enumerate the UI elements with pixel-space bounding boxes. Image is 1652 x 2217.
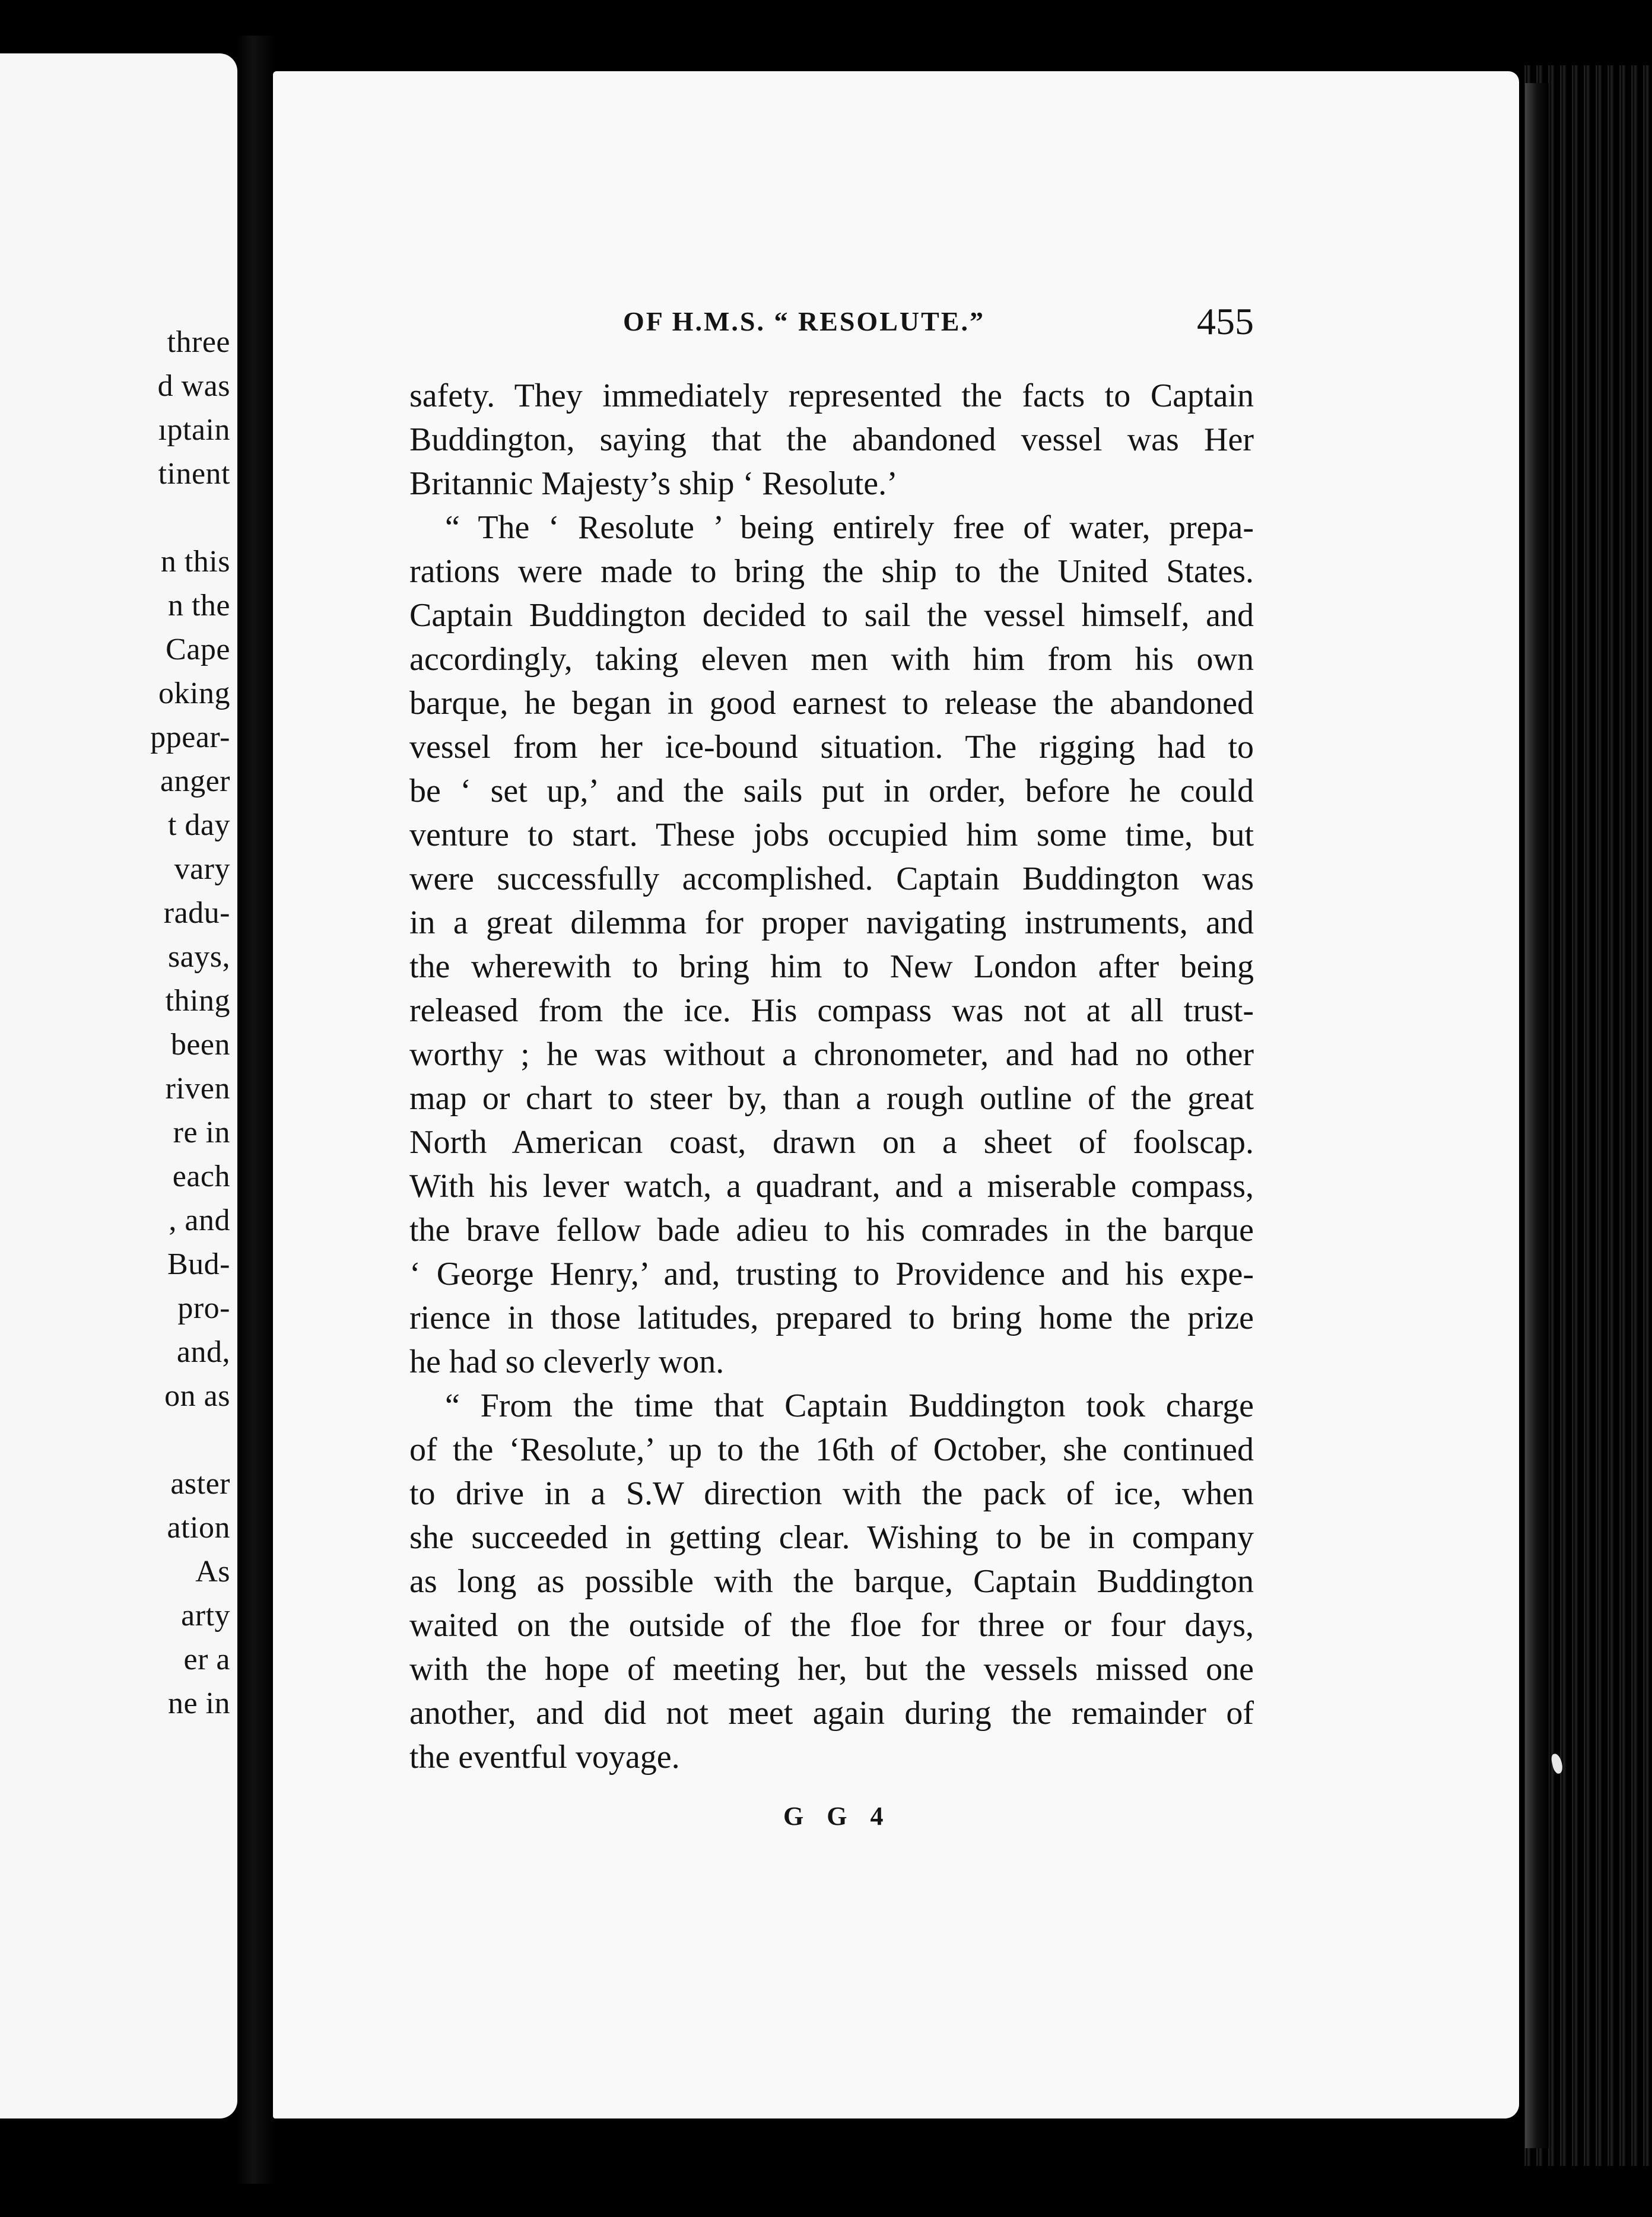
- left-page: [0, 53, 237, 2118]
- text-line: of the ‘Resolute,’ up to the 16th of October, she continued: [409, 1431, 1254, 1468]
- text-line: “ From the time that Captain Buddington took charge: [445, 1387, 1254, 1424]
- paragraph: [409, 1384, 1254, 1779]
- text-line: waited on the outside of the floe for three or four days,: [409, 1607, 1254, 1644]
- text-line: worthy ; he was without a chronometer, and had no other: [409, 1036, 1254, 1073]
- left-page-line: tinent: [158, 457, 230, 491]
- text-line: were successfully accomplished. Captain Buddington was: [409, 860, 1254, 897]
- text-line: rience in those latitudes, prepared to bring home the prize: [409, 1300, 1254, 1336]
- left-page-line: t day: [167, 808, 230, 842]
- signature-mark: G G 4: [783, 1802, 892, 1831]
- text-line: the wherewith to bring him to New London after being: [409, 948, 1254, 985]
- text-line: the eventful voyage.: [409, 1739, 680, 1775]
- text-line: North American coast, drawn on a sheet of foolscap.: [409, 1124, 1254, 1161]
- left-page-line: been: [170, 1028, 230, 1062]
- text-line: in a great dilemma for proper navigating instruments, and: [409, 904, 1254, 941]
- left-page-line: anger: [160, 764, 230, 798]
- left-page-line: ppear-: [150, 720, 230, 754]
- text-line: the brave fellow bade adieu to his comrades in the barque: [409, 1212, 1254, 1249]
- text-line: “ The ‘ Resolute ’ being entirely free of water, prepa-: [445, 509, 1254, 546]
- book-spine: [237, 36, 275, 2184]
- text-line: with the hope of meeting her, but the vessels missed one: [409, 1651, 1254, 1688]
- text-line: to drive in a S.W direction with the pack of ice, when: [409, 1475, 1254, 1512]
- page-edges-shadow: [1525, 83, 1549, 2148]
- left-page-line: er a: [183, 1643, 230, 1676]
- left-page-line: re in: [173, 1116, 230, 1149]
- text-line: safety. They immediately represented the facts to Captain: [409, 377, 1254, 414]
- text-line: he had so cleverly won.: [409, 1343, 725, 1380]
- text-line: map or chart to steer by, than a rough outline of the great: [409, 1080, 1254, 1117]
- left-page-line: pro-: [177, 1291, 230, 1325]
- left-page-line: As: [195, 1555, 230, 1589]
- left-page-line: , and: [169, 1203, 230, 1237]
- left-page-line: and,: [176, 1335, 230, 1369]
- left-page-line: oking: [158, 676, 230, 710]
- paragraph: [409, 506, 1254, 1384]
- left-page-line: each: [172, 1160, 230, 1193]
- left-page-line: aster: [170, 1467, 230, 1501]
- text-line: accordingly, taking eleven men with him from his own: [409, 641, 1254, 678]
- text-line: another, and did not meet again during the remainder of: [409, 1695, 1254, 1732]
- left-page-line: n this: [160, 545, 230, 579]
- text-line: released from the ice. His compass was not at all trust-: [409, 992, 1254, 1029]
- running-head: [623, 300, 1254, 347]
- left-page-line: thing: [165, 984, 230, 1018]
- text-line: Buddington, saying that the abandoned vessel was Her: [409, 421, 1254, 458]
- text-line: Britannic Majesty’s ship ‘ Resolute.’: [409, 465, 898, 502]
- left-page-line: arty: [181, 1599, 230, 1632]
- left-page-line: says,: [167, 940, 230, 974]
- text-line: she succeeded in getting clear. Wishing to be in company: [409, 1519, 1254, 1556]
- text-line: be ‘ set up,’ and the sails put in order, before he could: [409, 773, 1254, 809]
- text-line: venture to start. These jobs occupied him some time, but: [409, 817, 1254, 853]
- body-text: [409, 374, 1254, 1779]
- text-line: ‘ George Henry,’ and, trusting to Providence and his expe-: [409, 1256, 1254, 1292]
- page-number: 455: [1197, 300, 1254, 342]
- left-page-line: d was: [157, 369, 230, 403]
- text-line: With his lever watch, a quadrant, and a miserable compass,: [409, 1168, 1254, 1205]
- left-page-line: three: [167, 325, 230, 359]
- left-page-line: ne in: [167, 1686, 230, 1720]
- left-page-line: riven: [165, 1072, 230, 1106]
- left-page-line: n the: [167, 589, 230, 622]
- running-title: OF H.M.S. “ RESOLUTE.”: [623, 306, 985, 336]
- left-page-line: Bud-: [167, 1247, 230, 1281]
- paragraph: [409, 374, 1254, 506]
- text-line: as long as possible with the barque, Captain Buddington: [409, 1563, 1254, 1600]
- text-line: Captain Buddington decided to sail the vessel himself, and: [409, 597, 1254, 634]
- left-page-line: vary: [174, 852, 230, 886]
- left-page-line: ıptain: [158, 413, 230, 447]
- left-page-line: radu-: [163, 896, 230, 930]
- left-page-line: Cape: [166, 633, 230, 666]
- text-line: vessel from her ice-bound situation. The rigging had to: [409, 729, 1254, 766]
- text-line: barque, he began in good earnest to release the abandoned: [409, 685, 1254, 722]
- left-page-line: on as: [164, 1379, 230, 1413]
- left-page-line: ation: [167, 1511, 230, 1545]
- text-line: rations were made to bring the ship to the United States.: [409, 553, 1254, 590]
